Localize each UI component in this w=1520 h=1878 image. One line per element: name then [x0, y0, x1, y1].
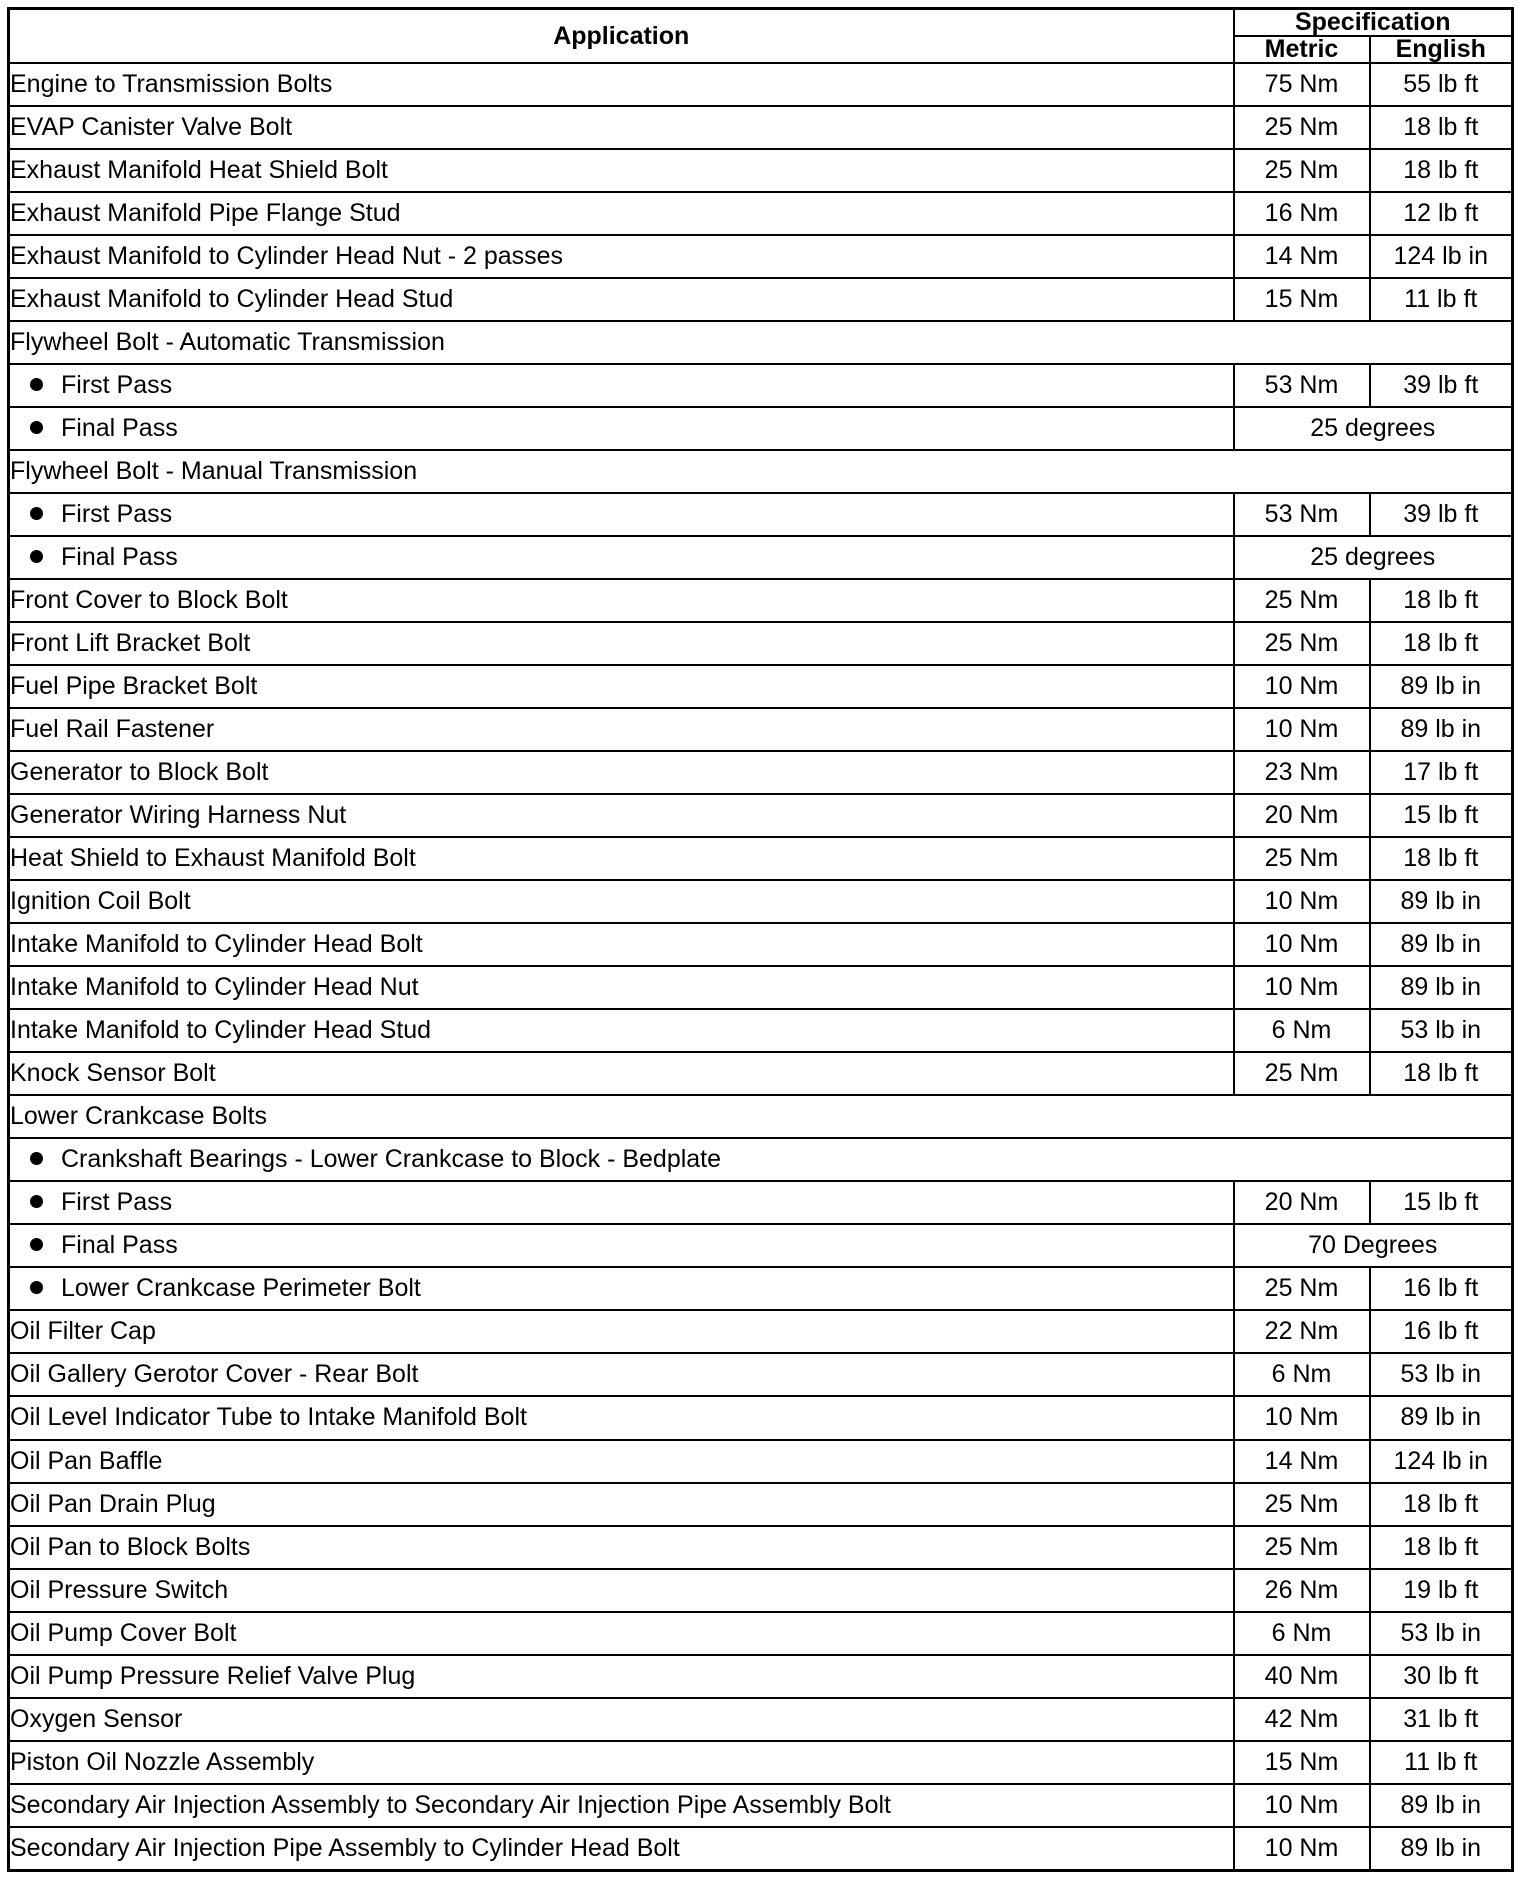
application-label: Front Lift Bracket Bolt	[10, 629, 251, 658]
table-section-row	[9, 1138, 1513, 1181]
metric-value: 20 Nm	[1234, 1181, 1370, 1224]
spec-angle-cell: 25 degrees	[1234, 536, 1513, 579]
table-row	[9, 1526, 1513, 1569]
english-value: 89 lb in	[1370, 665, 1513, 708]
english-value: 31 lb ft	[1370, 1698, 1513, 1741]
english-value: 18 lb ft	[1370, 579, 1513, 622]
application-cell	[9, 364, 1234, 407]
metric-value: 15 Nm	[1234, 1741, 1370, 1784]
metric-value: 40 Nm	[1234, 1655, 1370, 1698]
application-cell	[9, 794, 1234, 837]
application-label: First Pass	[61, 1188, 173, 1217]
application-cell	[9, 536, 1234, 579]
application-label: Exhaust Manifold to Cylinder Head Nut - 2 passes	[10, 242, 564, 271]
english-value: 30 lb ft	[1370, 1655, 1513, 1698]
application-label: First Pass	[61, 500, 173, 529]
application-cell	[9, 1440, 1234, 1483]
table-row	[9, 579, 1513, 622]
metric-value: 75 Nm	[1234, 63, 1370, 106]
bullet-icon	[30, 1281, 43, 1294]
application-cell	[9, 1698, 1234, 1741]
table-row	[9, 1052, 1513, 1095]
application-cell	[9, 1483, 1234, 1526]
application-label: Intake Manifold to Cylinder Head Nut	[10, 973, 419, 1002]
english-value: 17 lb ft	[1370, 751, 1513, 794]
metric-value: 53 Nm	[1234, 493, 1370, 536]
application-label: Final Pass	[61, 1231, 178, 1260]
english-value: 89 lb in	[1370, 880, 1513, 923]
metric-value: 42 Nm	[1234, 1698, 1370, 1741]
english-value: 53 lb in	[1370, 1009, 1513, 1052]
metric-value: 10 Nm	[1234, 1827, 1370, 1871]
metric-value: 10 Nm	[1234, 966, 1370, 1009]
table-row	[9, 1396, 1513, 1439]
application-label: Oil Gallery Gerotor Cover - Rear Bolt	[10, 1360, 419, 1389]
english-value: 39 lb ft	[1370, 493, 1513, 536]
metric-value: 14 Nm	[1234, 235, 1370, 278]
application-label: Oil Filter Cap	[10, 1317, 156, 1346]
metric-value: 25 Nm	[1234, 1267, 1370, 1310]
english-value: 89 lb in	[1370, 708, 1513, 751]
metric-value: 25 Nm	[1234, 149, 1370, 192]
application-cell	[9, 106, 1234, 149]
table-row	[9, 1655, 1513, 1698]
table-row	[9, 1741, 1513, 1784]
metric-value: 16 Nm	[1234, 192, 1370, 235]
application-label: Ignition Coil Bolt	[10, 887, 191, 916]
application-label: Lower Crankcase Perimeter Bolt	[61, 1274, 421, 1303]
application-cell	[9, 1267, 1234, 1310]
application-label: Fuel Rail Fastener	[10, 715, 215, 744]
application-label: Crankshaft Bearings - Lower Crankcase to Block - Bedplate	[61, 1145, 722, 1174]
application-cell	[9, 1655, 1234, 1698]
application-cell	[9, 665, 1234, 708]
metric-value: 10 Nm	[1234, 1396, 1370, 1439]
application-label: Oil Pan to Block Bolts	[10, 1532, 251, 1561]
table-row	[9, 493, 1513, 536]
metric-value: 10 Nm	[1234, 1784, 1370, 1827]
application-cell	[9, 1569, 1234, 1612]
application-cell	[9, 1310, 1234, 1353]
application-cell	[9, 1741, 1234, 1784]
application-cell	[9, 1827, 1234, 1871]
spec-angle-cell: 70 Degrees	[1234, 1224, 1513, 1267]
bullet-icon	[30, 507, 43, 520]
application-label: Oil Pan Drain Plug	[10, 1489, 216, 1518]
metric-value: 6 Nm	[1234, 1612, 1370, 1655]
english-value: 89 lb in	[1370, 1396, 1513, 1439]
english-value: 124 lb in	[1370, 1440, 1513, 1483]
table-row	[9, 364, 1513, 407]
table-row	[9, 1698, 1513, 1741]
table-row	[9, 880, 1513, 923]
english-value: 124 lb in	[1370, 235, 1513, 278]
application-label: Intake Manifold to Cylinder Head Stud	[10, 1016, 432, 1045]
bullet-icon	[30, 1152, 43, 1165]
metric-value: 25 Nm	[1234, 1483, 1370, 1526]
specification-header: Specification	[1234, 9, 1513, 37]
application-cell	[9, 192, 1234, 235]
application-label: Secondary Air Injection Assembly to Secondary Air Injection Pipe Assembly Bolt	[10, 1790, 892, 1819]
application-cell	[9, 450, 1513, 493]
application-label: Oxygen Sensor	[10, 1704, 183, 1733]
application-cell	[9, 1526, 1234, 1569]
metric-value: 25 Nm	[1234, 579, 1370, 622]
application-label: Flywheel Bolt - Automatic Transmission	[10, 328, 445, 357]
english-value: 16 lb ft	[1370, 1310, 1513, 1353]
application-cell	[9, 837, 1234, 880]
spec-angle-cell: 25 degrees	[1234, 407, 1513, 450]
metric-value: 25 Nm	[1234, 1052, 1370, 1095]
application-header: Application	[9, 9, 1234, 64]
table-row	[9, 1267, 1513, 1310]
metric-value: 25 Nm	[1234, 106, 1370, 149]
metric-value: 6 Nm	[1234, 1353, 1370, 1396]
english-value: 89 lb in	[1370, 1827, 1513, 1871]
application-label: Exhaust Manifold Heat Shield Bolt	[10, 156, 388, 185]
english-value: 53 lb in	[1370, 1612, 1513, 1655]
application-label: Secondary Air Injection Pipe Assembly to Cylinder Head Bolt	[10, 1833, 680, 1862]
english-value: 89 lb in	[1370, 966, 1513, 1009]
metric-value: 10 Nm	[1234, 880, 1370, 923]
application-cell	[9, 966, 1234, 1009]
metric-value: 25 Nm	[1234, 622, 1370, 665]
english-value: 11 lb ft	[1370, 278, 1513, 321]
application-cell	[9, 622, 1234, 665]
application-label: Oil Pump Pressure Relief Valve Plug	[10, 1661, 416, 1690]
table-row	[9, 1483, 1513, 1526]
metric-value: 20 Nm	[1234, 794, 1370, 837]
metric-value: 25 Nm	[1234, 837, 1370, 880]
application-label: Oil Pump Cover Bolt	[10, 1618, 237, 1647]
bullet-icon	[30, 421, 43, 434]
application-label: Generator Wiring Harness Nut	[10, 801, 347, 830]
application-label: Knock Sensor Bolt	[10, 1059, 216, 1088]
application-cell	[9, 708, 1234, 751]
bullet-icon	[30, 378, 43, 391]
table-row	[9, 1224, 1513, 1267]
application-label: Piston Oil Nozzle Assembly	[10, 1747, 315, 1776]
table-row	[9, 536, 1513, 579]
bullet-icon	[30, 1195, 43, 1208]
table-row	[9, 1827, 1513, 1871]
application-label: First Pass	[61, 371, 173, 400]
english-value: 18 lb ft	[1370, 1052, 1513, 1095]
application-cell	[9, 1138, 1513, 1181]
bullet-icon	[30, 1238, 43, 1251]
application-cell	[9, 149, 1234, 192]
application-cell	[9, 1353, 1234, 1396]
application-cell	[9, 493, 1234, 536]
table-row	[9, 966, 1513, 1009]
english-value: 11 lb ft	[1370, 1741, 1513, 1784]
application-label: Oil Pan Baffle	[10, 1446, 163, 1475]
application-label: Lower Crankcase Bolts	[10, 1102, 268, 1131]
english-value: 16 lb ft	[1370, 1267, 1513, 1310]
table-row	[9, 1181, 1513, 1224]
table-row	[9, 106, 1513, 149]
metric-value: 22 Nm	[1234, 1310, 1370, 1353]
table-row	[9, 665, 1513, 708]
application-label: Fuel Pipe Bracket Bolt	[10, 672, 258, 701]
header-row-top	[9, 9, 1513, 37]
application-label: Generator to Block Bolt	[10, 758, 269, 787]
table-row	[9, 1009, 1513, 1052]
english-value: 18 lb ft	[1370, 837, 1513, 880]
table-section-row	[9, 321, 1513, 364]
table-row	[9, 1353, 1513, 1396]
english-value: 55 lb ft	[1370, 63, 1513, 106]
metric-value: 53 Nm	[1234, 364, 1370, 407]
table-row	[9, 63, 1513, 106]
application-label: Intake Manifold to Cylinder Head Bolt	[10, 930, 423, 959]
application-cell	[9, 1612, 1234, 1655]
application-label: Front Cover to Block Bolt	[10, 586, 288, 615]
metric-header: Metric	[1234, 36, 1370, 63]
bullet-icon	[30, 550, 43, 563]
application-label: Exhaust Manifold to Cylinder Head Stud	[10, 285, 454, 314]
table-row	[9, 1440, 1513, 1483]
metric-value: 10 Nm	[1234, 923, 1370, 966]
application-label: Heat Shield to Exhaust Manifold Bolt	[10, 844, 416, 873]
application-cell	[9, 751, 1234, 794]
application-label: Final Pass	[61, 414, 178, 443]
metric-value: 6 Nm	[1234, 1009, 1370, 1052]
metric-value: 26 Nm	[1234, 1569, 1370, 1612]
torque-spec-table	[7, 7, 1514, 1872]
table-row	[9, 708, 1513, 751]
table-section-row	[9, 1095, 1513, 1138]
application-cell	[9, 321, 1513, 364]
metric-value: 23 Nm	[1234, 751, 1370, 794]
english-header: English	[1370, 36, 1513, 63]
application-label: Exhaust Manifold Pipe Flange Stud	[10, 199, 401, 228]
application-cell	[9, 923, 1234, 966]
application-label: Flywheel Bolt - Manual Transmission	[10, 457, 418, 486]
english-value: 15 lb ft	[1370, 1181, 1513, 1224]
english-value: 39 lb ft	[1370, 364, 1513, 407]
table-row	[9, 235, 1513, 278]
english-value: 89 lb in	[1370, 1784, 1513, 1827]
english-value: 53 lb in	[1370, 1353, 1513, 1396]
english-value: 19 lb ft	[1370, 1569, 1513, 1612]
application-label: Final Pass	[61, 543, 178, 572]
application-label: Oil Level Indicator Tube to Intake Manifold Bolt	[10, 1403, 527, 1432]
table-row	[9, 622, 1513, 665]
application-cell	[9, 1224, 1234, 1267]
metric-value: 10 Nm	[1234, 708, 1370, 751]
table-row	[9, 751, 1513, 794]
english-value: 18 lb ft	[1370, 1483, 1513, 1526]
application-cell	[9, 1181, 1234, 1224]
table-row	[9, 794, 1513, 837]
application-cell	[9, 1396, 1234, 1439]
application-cell	[9, 278, 1234, 321]
table-row	[9, 149, 1513, 192]
application-cell	[9, 63, 1234, 106]
application-cell	[9, 880, 1234, 923]
metric-value: 10 Nm	[1234, 665, 1370, 708]
application-cell	[9, 1784, 1234, 1827]
table-body	[9, 63, 1513, 1871]
table-row	[9, 407, 1513, 450]
application-cell	[9, 407, 1234, 450]
table-row	[9, 923, 1513, 966]
application-cell	[9, 1052, 1234, 1095]
english-value: 15 lb ft	[1370, 794, 1513, 837]
english-value: 18 lb ft	[1370, 149, 1513, 192]
application-label: Oil Pressure Switch	[10, 1575, 229, 1604]
table-row	[9, 1569, 1513, 1612]
english-value: 89 lb in	[1370, 923, 1513, 966]
metric-value: 14 Nm	[1234, 1440, 1370, 1483]
metric-value: 15 Nm	[1234, 278, 1370, 321]
english-value: 18 lb ft	[1370, 106, 1513, 149]
table-row	[9, 1784, 1513, 1827]
table-row	[9, 1612, 1513, 1655]
table-row	[9, 192, 1513, 235]
application-cell	[9, 579, 1234, 622]
table-section-row	[9, 450, 1513, 493]
application-cell	[9, 1009, 1234, 1052]
english-value: 18 lb ft	[1370, 622, 1513, 665]
table-row	[9, 278, 1513, 321]
table-row	[9, 837, 1513, 880]
application-cell	[9, 1095, 1513, 1138]
application-label: EVAP Canister Valve Bolt	[10, 113, 293, 142]
application-label: Engine to Transmission Bolts	[10, 70, 333, 98]
english-value: 18 lb ft	[1370, 1526, 1513, 1569]
table-row	[9, 1310, 1513, 1353]
english-value: 12 lb ft	[1370, 192, 1513, 235]
application-cell	[9, 235, 1234, 278]
metric-value: 25 Nm	[1234, 1526, 1370, 1569]
